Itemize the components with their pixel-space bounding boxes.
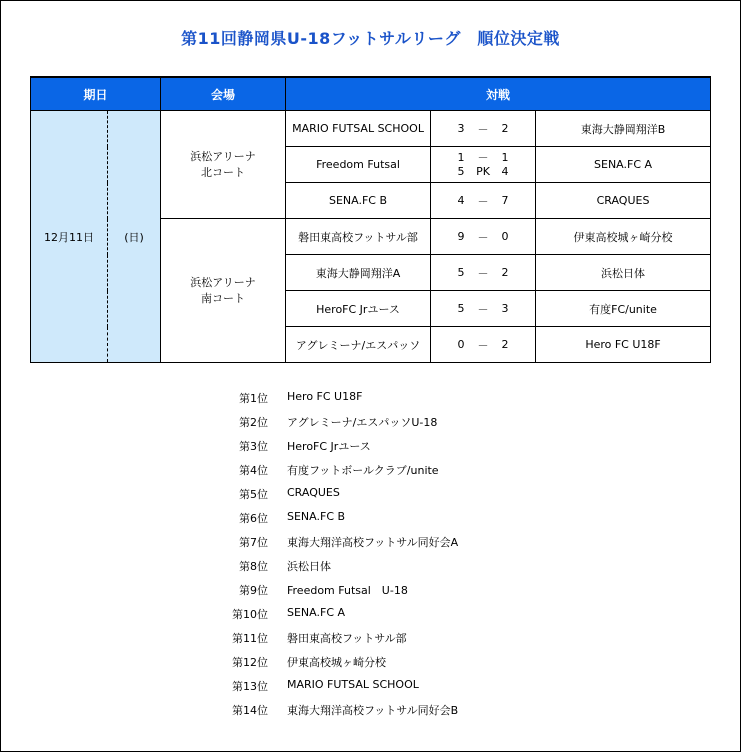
match-row xyxy=(31,111,711,147)
score: 9 － 0 xyxy=(431,219,536,255)
pk-score: 5 PK 4 xyxy=(457,164,509,178)
rank-team: SENA.FC B xyxy=(287,510,346,523)
score: 4 － 7 xyxy=(431,183,536,219)
venue-south xyxy=(161,219,286,363)
rank-position: 第7位 xyxy=(239,536,268,549)
rank-team: MARIO FUTSAL SCHOOL xyxy=(287,678,419,691)
date-weekday: (日) xyxy=(108,111,161,363)
rank-position: 第5位 xyxy=(239,488,268,501)
rank-position: 第14位 xyxy=(232,704,268,717)
rank-position: 第9位 xyxy=(239,584,268,597)
rank-position: 第6位 xyxy=(239,512,268,525)
rank-team: Hero FC U18F xyxy=(287,390,363,403)
header-match: 対戦 xyxy=(286,77,711,111)
rank-position: 第11位 xyxy=(232,632,268,645)
rank-position: 第13位 xyxy=(232,680,268,693)
rank-team: 東海大翔洋高校フットサル同好会B xyxy=(287,704,459,717)
ranking-item xyxy=(0,438,741,462)
home-team: 東海大静岡翔洋A xyxy=(286,255,431,291)
ranking-item xyxy=(0,486,741,510)
venue-court: 南コート xyxy=(201,291,246,305)
rank-team: HeroFC Jrユース xyxy=(287,440,371,453)
home-team: SENA.FC B xyxy=(286,183,431,219)
ranking-item xyxy=(0,558,741,582)
ranking-item xyxy=(0,654,741,678)
ranking-item xyxy=(0,414,741,438)
rank-team: 有度フットボールクラブ/unite xyxy=(287,464,439,477)
venue-north xyxy=(161,111,286,219)
rank-team: Freedom Futsal U-18 xyxy=(287,584,408,597)
rank-position: 第3位 xyxy=(239,440,268,453)
rank-team: アグレミーナ/エスパッソU-18 xyxy=(287,416,438,429)
rank-position: 第10位 xyxy=(232,608,268,621)
away-team: SENA.FC A xyxy=(536,147,711,183)
score: 0 － 2 xyxy=(431,327,536,363)
score: 5 － 3 xyxy=(431,291,536,327)
ranking-item xyxy=(0,582,741,606)
rank-position: 第2位 xyxy=(239,416,268,429)
rank-team: 伊東高校城ヶ崎分校 xyxy=(287,656,386,669)
ranking-item xyxy=(0,534,741,558)
score: 1 － 1 5 PK 4 xyxy=(431,147,536,183)
ranking-item xyxy=(0,390,741,414)
header-row xyxy=(31,77,711,111)
venue-name: 浜松アリーナ xyxy=(190,275,256,289)
date-day: 12月11日 xyxy=(31,111,108,363)
home-team: アグレミーナ/エスパッソ xyxy=(286,327,431,363)
home-team: MARIO FUTSAL SCHOOL xyxy=(286,111,431,147)
rank-team: 東海大翔洋高校フットサル同好会A xyxy=(287,536,459,549)
header-date: 期日 xyxy=(31,77,161,111)
schedule-table xyxy=(30,76,711,363)
venue-court: 北コート xyxy=(201,165,246,179)
away-team: 有度FC/unite xyxy=(536,291,711,327)
rank-position: 第4位 xyxy=(239,464,268,477)
rank-team: 浜松日体 xyxy=(287,560,331,573)
home-team: Freedom Futsal xyxy=(286,147,431,183)
rank-position: 第1位 xyxy=(239,392,268,405)
rank-position: 第12位 xyxy=(232,656,268,669)
away-team: Hero FC U18F xyxy=(536,327,711,363)
ranking-item xyxy=(0,702,741,726)
rank-position: 第8位 xyxy=(239,560,268,573)
ranking-item xyxy=(0,630,741,654)
ranking-item xyxy=(0,606,741,630)
score: 3 － 2 xyxy=(431,111,536,147)
ranking-item xyxy=(0,678,741,702)
away-team: CRAQUES xyxy=(536,183,711,219)
score: 5 － 2 xyxy=(431,255,536,291)
home-team: 磐田東高校フットサル部 xyxy=(286,219,431,255)
home-team: HeroFC Jrユース xyxy=(286,291,431,327)
page-title: 第11回静岡県U-18フットサルリーグ 順位決定戦 xyxy=(181,29,560,48)
header-venue: 会場 xyxy=(161,77,286,111)
venue-name: 浜松アリーナ xyxy=(190,149,256,163)
away-team: 東海大静岡翔洋B xyxy=(536,111,711,147)
ranking-item xyxy=(0,462,741,486)
rankings-list xyxy=(0,390,741,726)
away-team: 伊東高校城ヶ崎分校 xyxy=(536,219,711,255)
rank-team: CRAQUES xyxy=(287,486,340,499)
rank-team: SENA.FC A xyxy=(287,606,346,619)
ranking-item xyxy=(0,510,741,534)
rank-team: 磐田東高校フットサル部 xyxy=(287,632,407,645)
away-team: 浜松日体 xyxy=(536,255,711,291)
